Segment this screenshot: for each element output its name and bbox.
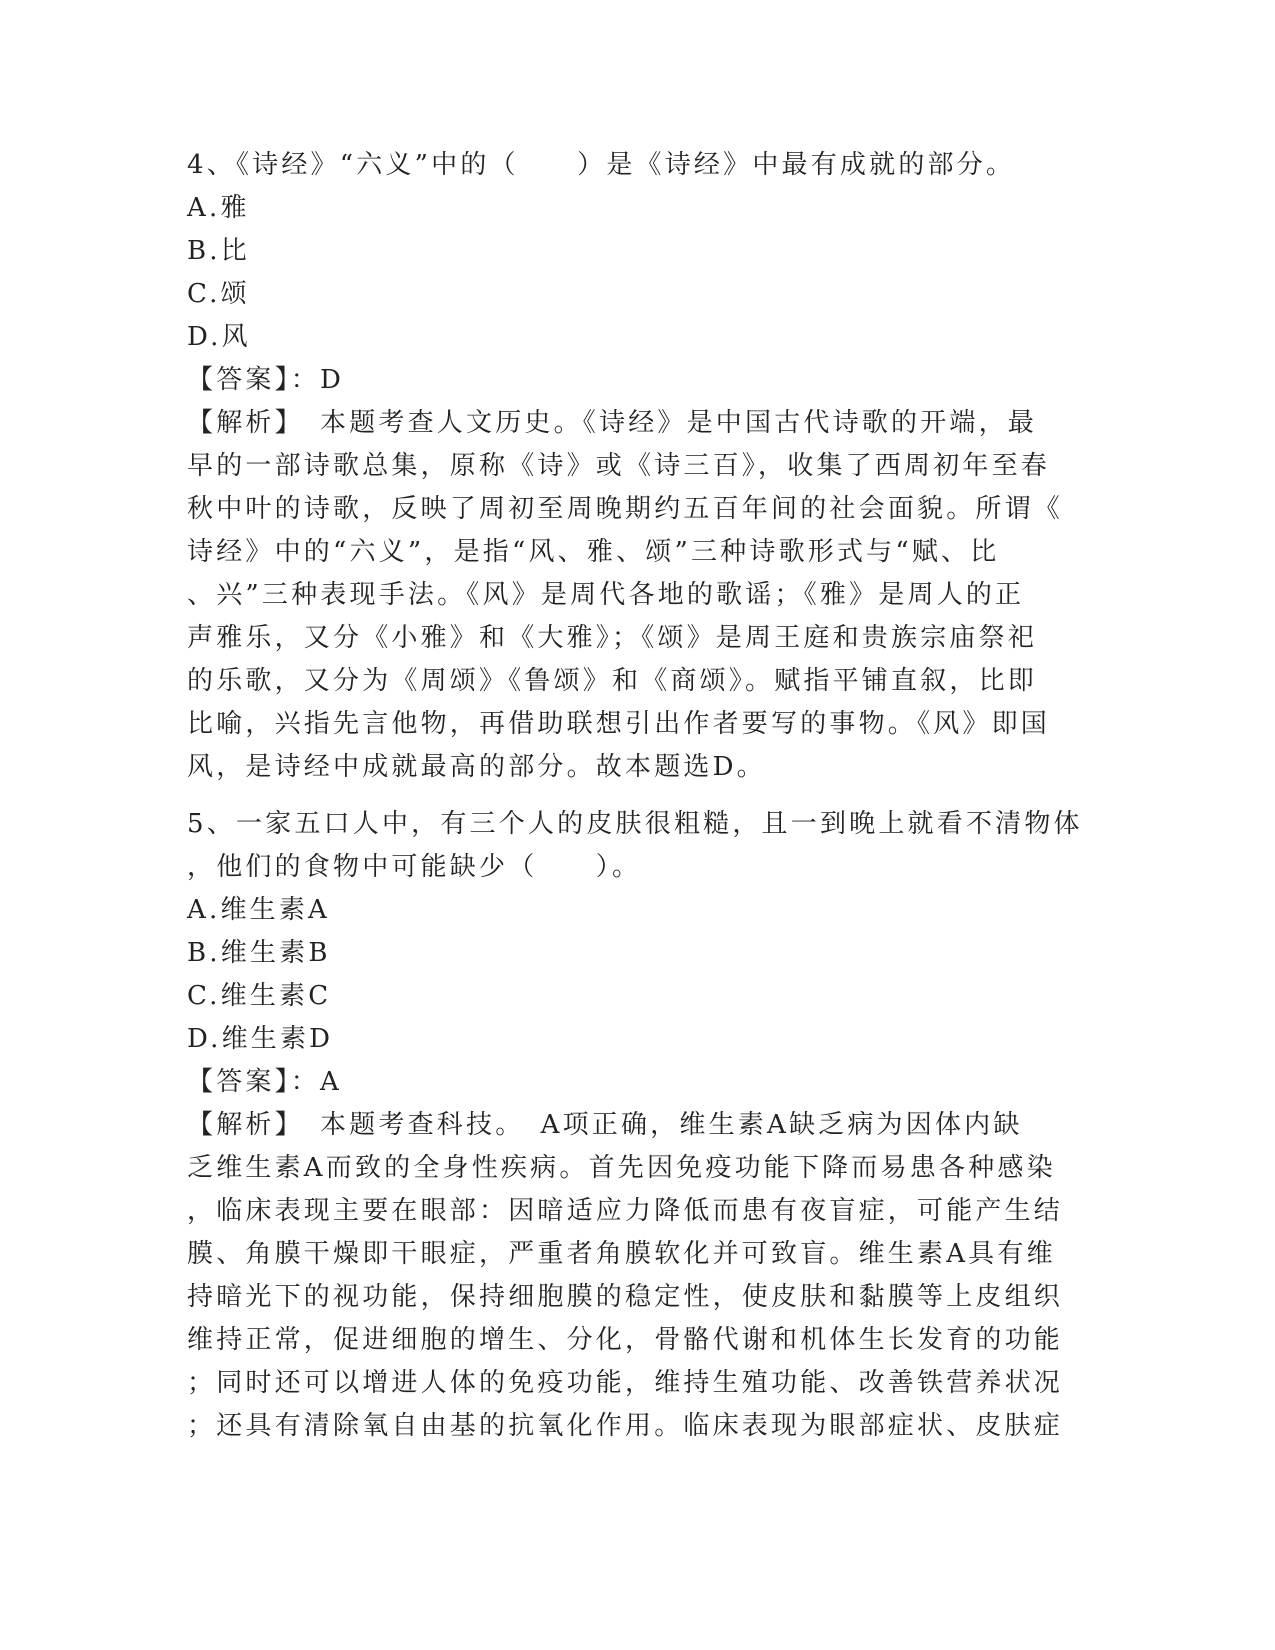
analysis-line: 秋中叶的诗歌，反映了周初至周晚期约五百年间的社会面貌。所谓《 [187, 494, 1064, 524]
option-a: A.雅 [187, 193, 250, 223]
analysis-line: ，临床表现主要在眼部：因暗适应力降低而患有夜盲症，可能产生结 [187, 1196, 1064, 1226]
analysis-line: 比喻，兴指先言他物，再借助联想引出作者要写的事物。《风》即国 [187, 709, 1051, 739]
analysis-line: 、兴”三种表现手法。《风》是周代各地的歌谣；《雅》是周人的正 [187, 580, 1025, 610]
analysis-line: ；还具有清除氧自由基的抗氧化作用。临床表现为眼部症状、皮肤症 [187, 1411, 1064, 1441]
document-page [187, 144, 1087, 1448]
analysis-line: 膜、角膜干燥即干眼症，严重者角膜软化并可致盲。维生素A具有维 [187, 1239, 1056, 1269]
option-a: A.维生素A [187, 895, 331, 925]
option-b: B.比 [187, 236, 250, 266]
analysis-line: 【解析】 本题考查人文历史。《诗经》是中国古代诗歌的开端，最 [187, 408, 1038, 438]
option-d: D.风 [187, 322, 251, 352]
option-c: C.维生素C [187, 981, 332, 1011]
question-4 [187, 144, 1087, 789]
analysis-line: 维持正常，促进细胞的增生、分化，骨骼代谢和机体生长发育的功能 [187, 1325, 1064, 1355]
question-stem: ，他们的食物中可能缺少（ ）。 [187, 852, 642, 882]
analysis-line: 声雅乐，又分《小雅》和《大雅》；《颂》是周王庭和贵族宗庙祭祀 [187, 623, 1038, 653]
question-stem: 4、《诗经》“六义”中的（ ）是《诗经》中最有成就的部分。 [187, 150, 1016, 180]
question-spacer [187, 789, 1087, 803]
analysis-line: 乏维生素A而致的全身性疾病。首先因免疫功能下降而易患各种感染 [187, 1153, 1056, 1183]
question-5 [187, 803, 1087, 1448]
answer-line: 【答案】：A [187, 1067, 342, 1097]
answer-line: 【答案】：D [187, 365, 345, 395]
option-d: D.维生素D [187, 1024, 334, 1054]
option-b: B.维生素B [187, 938, 331, 968]
analysis-line: 持暗光下的视功能，保持细胞膜的稳定性，使皮肤和黏膜等上皮组织 [187, 1282, 1064, 1312]
analysis-line: ；同时还可以增进人体的免疫功能，维持生殖功能、改善铁营养状况 [187, 1368, 1064, 1398]
analysis-line: 的乐歌，又分为《周颂》《鲁颂》和《商颂》。赋指平铺直叙，比即 [187, 666, 1038, 696]
analysis-line: 【解析】 本题考查科技。 A项正确，维生素A缺乏病为因体内缺 [187, 1110, 1023, 1140]
analysis-line: 早的一部诗歌总集，原称《诗》或《诗三百》，收集了西周初年至春 [187, 451, 1051, 481]
analysis-line: 诗经》中的“六义”，是指“风、雅、颂”三种诗歌形式与“赋、比 [187, 537, 1000, 567]
question-stem: 5、一家五口人中，有三个人的皮肤很粗糙，且一到晚上就看不清物体 [187, 809, 1083, 839]
analysis-line: 风，是诗经中成就最高的部分。故本题选D。 [187, 752, 766, 782]
option-c: C.颂 [187, 279, 250, 309]
